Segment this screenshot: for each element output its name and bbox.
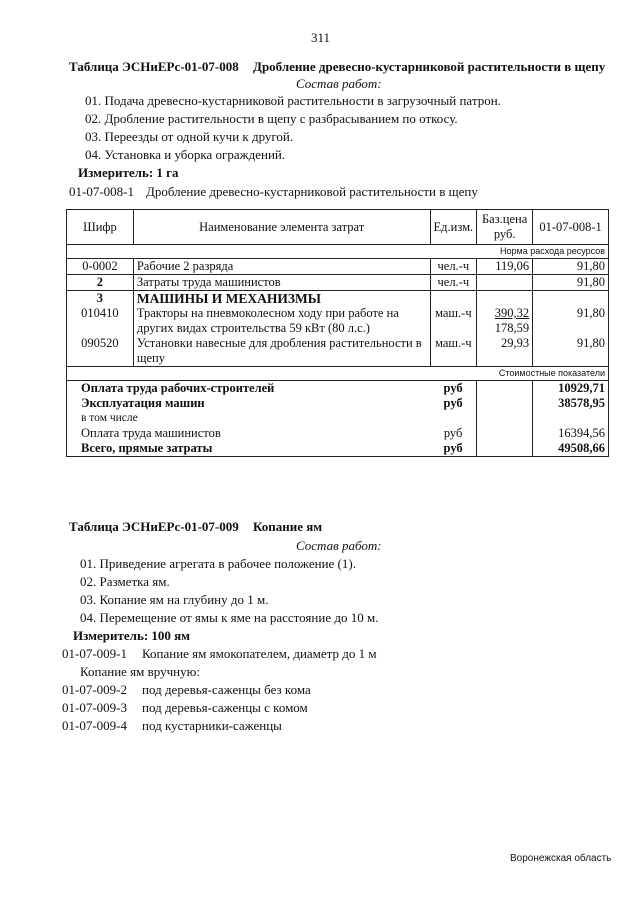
- table2-title: Копание ям: [253, 519, 323, 534]
- row-code: 0-0002: [67, 259, 134, 275]
- row-name: Затраты труда машинистов: [133, 275, 430, 291]
- code: 01-07-008-1: [69, 184, 134, 199]
- table-row: [67, 306, 609, 336]
- row-code: 3: [67, 291, 134, 307]
- cost-value: 38578,95: [533, 396, 609, 411]
- table-row: [67, 291, 609, 307]
- footer-region: Воронежская область: [510, 853, 612, 864]
- work-item: 03. Копание ям на глубину до 1 м.: [80, 592, 269, 607]
- item-code: 01-07-009-4: [62, 718, 127, 733]
- header-value: 01-07-008-1: [533, 210, 609, 245]
- row-code: 2: [67, 275, 134, 291]
- row-name: МАШИНЫ И МЕХАНИЗМЫ: [133, 291, 430, 307]
- works-title: Состав работ:: [296, 76, 382, 91]
- row-value: 91,80: [533, 336, 609, 367]
- cost-unit: руб: [430, 426, 477, 441]
- row-unit: маш.-ч: [430, 336, 477, 367]
- row-name: Рабочие 2 разряда: [133, 259, 430, 275]
- item-code: 01-07-009-1: [62, 646, 127, 661]
- header-name: Наименование элемента затрат: [133, 210, 430, 245]
- header-price: Баз.цена руб.: [477, 210, 533, 245]
- row-value: 91,80: [533, 306, 609, 336]
- work-item: 03. Переезды от одной кучи к другой.: [85, 129, 294, 144]
- item-desc: под кустарники-саженцы: [142, 718, 282, 733]
- row-price: [477, 275, 533, 291]
- table-row: [67, 275, 609, 291]
- table-row: [67, 259, 609, 275]
- page-number: 311: [311, 30, 331, 45]
- meter: Измеритель: 1 га: [78, 165, 179, 180]
- cost-unit: руб: [430, 441, 477, 457]
- work-item: 04. Перемещение от ямы к яме на расстояние до 10 м.: [80, 610, 379, 625]
- item-desc: Копание ям вручную:: [80, 664, 200, 679]
- row-price: 29,93: [477, 336, 533, 367]
- header-code: Шифр: [67, 210, 134, 245]
- row-name: Тракторы на пневмоколесном ходу при работе на других видах строительства 59 кВт (80 л.с.): [133, 306, 430, 336]
- cost-row: [67, 381, 609, 397]
- resource-table: [66, 209, 609, 457]
- cost-value: 10929,71: [533, 381, 609, 397]
- cost-name: Оплата труда рабочих-строителей: [67, 381, 431, 397]
- work-item: 01. Подача древесно-кустарниковой растительности в загрузочный патрон.: [85, 93, 501, 108]
- item-code: 01-07-009-2: [62, 682, 127, 697]
- norm-label: Норма расхода ресурсов: [67, 245, 609, 259]
- work-item: 02. Дробление растительности в щепу с разбрасыванием по откосу.: [85, 111, 458, 126]
- cost-name: Всего, прямые затраты: [67, 441, 431, 457]
- row-value: 91,80: [533, 259, 609, 275]
- row-name: Установки навесные для дробления растительности в щепу: [133, 336, 430, 367]
- cost-unit: руб: [430, 381, 477, 397]
- cost-row: [67, 426, 609, 441]
- item-desc: под деревья-саженцы без кома: [142, 682, 311, 697]
- code-desc: Дробление древесно-кустарниковой растительности в щепу: [146, 184, 478, 199]
- row-price: 119,06: [477, 259, 533, 275]
- cost-name: в том числе: [67, 411, 431, 426]
- row-price: 390,32: [494, 306, 530, 320]
- cost-label: Стоимостные показатели: [67, 367, 609, 381]
- work-item: 01. Приведение агрегата в рабочее положение (1).: [80, 556, 356, 571]
- item-code: 01-07-009-3: [62, 700, 127, 715]
- row-unit: чел.-ч: [430, 259, 477, 275]
- row-price-2: 178,59: [494, 321, 530, 335]
- table1-title: Дробление древесно-кустарниковой растительности в щепу: [253, 59, 606, 74]
- row-value: 91,80: [533, 275, 609, 291]
- cost-value: 16394,56: [533, 426, 609, 441]
- cost-name: Оплата труда машинистов: [67, 426, 431, 441]
- work-item: 04. Установка и уборка ограждений.: [85, 147, 286, 162]
- cost-value: 49508,66: [533, 441, 609, 457]
- row-unit: маш.-ч: [430, 306, 477, 336]
- meter: Измеритель: 100 ям: [73, 628, 191, 643]
- works-title: Состав работ:: [296, 538, 382, 553]
- table1-label: Таблица ЭСНиЕРс-01-07-008: [69, 59, 239, 74]
- row-code: 010410: [67, 306, 134, 336]
- cost-name: Эксплуатация машин: [67, 396, 431, 411]
- row-unit: чел.-ч: [430, 275, 477, 291]
- item-desc: Копание ям ямокопателем, диаметр до 1 м: [142, 646, 377, 661]
- cost-unit: руб: [430, 396, 477, 411]
- cost-row: [67, 441, 609, 457]
- table2-label: Таблица ЭСНиЕРс-01-07-009: [69, 519, 239, 534]
- cost-row: [67, 396, 609, 411]
- item-desc: под деревья-саженцы с комом: [142, 700, 308, 715]
- row-code: 090520: [67, 336, 134, 367]
- work-item: 02. Разметка ям.: [80, 574, 170, 589]
- table-row: [67, 336, 609, 367]
- cost-row: [67, 411, 609, 426]
- header-unit: Ед.изм.: [430, 210, 477, 245]
